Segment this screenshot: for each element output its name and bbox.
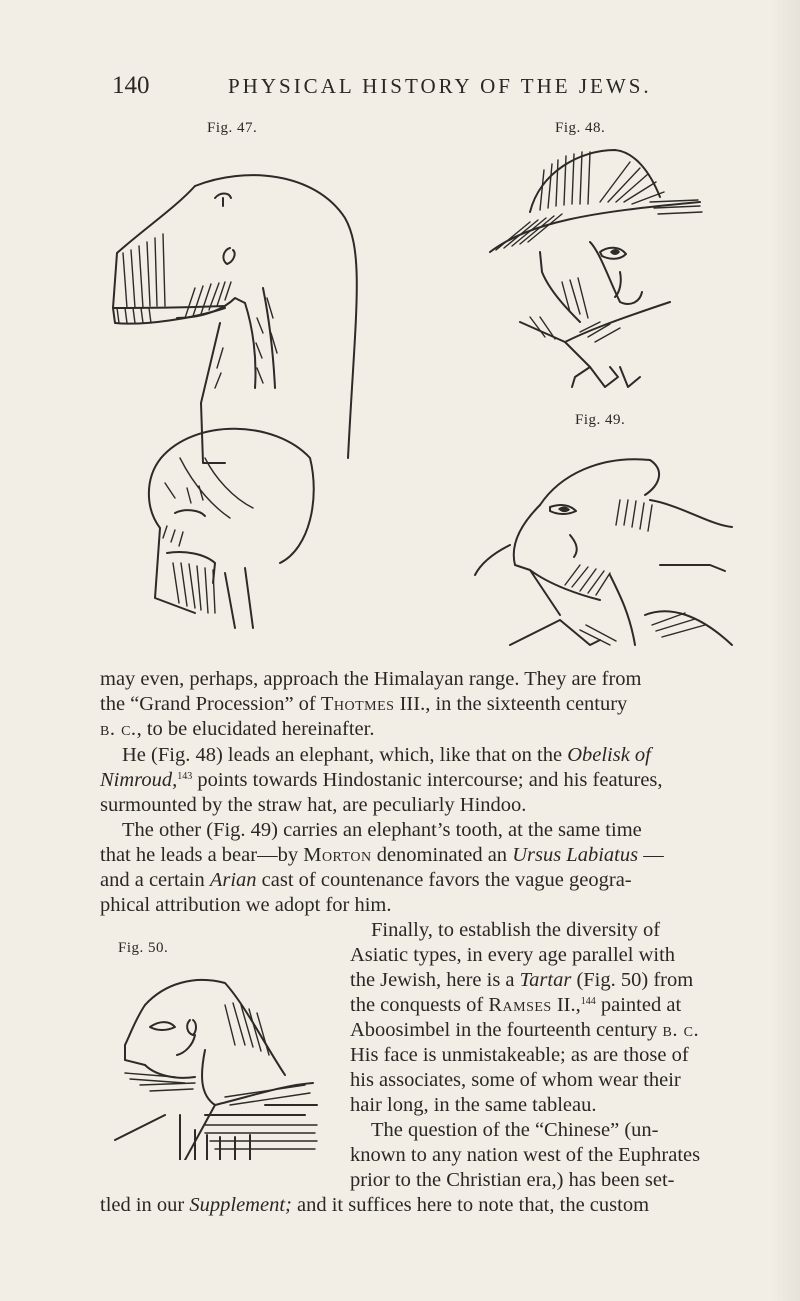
term-arian: Arian [209,869,257,891]
era-abbrev: b. c. [662,1019,700,1041]
figure-47-caption: Fig. 47. [207,120,258,136]
figure-47-illustration [105,158,365,648]
figure-48-illustration [470,142,730,392]
text-span: prior to the Christian era,) has been set- [350,1169,675,1191]
name-thotmes: Thotmes [320,693,395,715]
text-span: and it suffices here to note that, the custom [291,1194,650,1216]
text-span: II., [551,994,581,1016]
figure-49-caption: Fig. 49. [575,412,626,428]
text-span: cast of countenance favors the vague geogra- [256,869,632,891]
text-span: Aboosimbel in the fourteenth century [350,1019,663,1041]
text-line [100,868,632,893]
text-span: and a certain [100,869,210,891]
text-span: may even, perhaps, approach the Himalayan range. They are from [100,668,642,690]
text-line [122,743,651,768]
text-span: — [638,844,664,866]
text-span: known to any nation west of the Euphrates [350,1144,701,1166]
text-span: phical attribution we adopt for him. [100,894,392,916]
text-span: He (Fig. 48) leads an elephant, which, like that on the [122,744,568,766]
text-line [100,793,526,818]
text-line [100,667,642,692]
text-line [100,717,374,742]
name-morton: Morton [303,844,372,866]
text-line [100,893,391,918]
footnote-ref-144: 144 [580,996,596,1007]
running-header [100,72,740,106]
text-span: His face is unmistakeable; as are those of [350,1044,689,1066]
text-span: the “Grand Procession” of [100,693,321,715]
text-line [350,1093,597,1118]
text-span: (Fig. 50) from [571,969,694,991]
text-line [350,1018,699,1043]
text-line [371,1118,658,1143]
text-span: that he leads a bear—by [100,844,304,866]
text-span: hair long, in the same tableau. [350,1094,597,1116]
text-line [371,918,660,943]
text-span: Asiatic types, in every age parallel with [350,944,676,966]
text-span: The other (Fig. 49) carries an elephant’s tooth, at the same time [122,819,642,841]
figure-50-caption: Fig. 50. [118,940,169,956]
species-name: Ursus Labiatus [512,844,639,866]
text-line [350,1143,700,1168]
text-span: III., in the sixteenth century [394,693,628,715]
text-line [350,993,681,1018]
figure-50-illustration [105,965,325,1160]
text-span: the Jewish, here is a [350,969,520,991]
term-tartar: Tartar [519,969,572,991]
text-line [100,843,664,868]
text-line [350,943,675,968]
text-span: surmounted by the straw hat, are peculiarly Hindoo. [100,794,527,816]
text-line [122,818,642,843]
work-title: Nimroud, [100,769,178,791]
text-span: The question of the “Chinese” (un- [371,1119,659,1141]
work-title: Supplement; [189,1194,292,1216]
text-span: the conquests of [350,994,489,1016]
text-span: , to be elucidated hereinafter. [136,718,375,740]
text-span: tled in our [100,1194,190,1216]
text-line [100,768,663,793]
text-span: Finally, to establish the diversity of [371,919,661,941]
figure-49-illustration [470,445,740,655]
figure-48-caption: Fig. 48. [555,120,606,136]
text-span: his associates, some of whom wear their [350,1069,681,1091]
text-line [100,692,627,717]
text-span: points towards Hindostanic intercourse; and his features, [192,769,663,791]
name-ramses: Ramses [488,994,552,1016]
text-line [350,968,693,993]
page-number: 140 [112,72,150,99]
text-line [350,1068,681,1093]
footnote-ref-143: 143 [177,771,193,782]
text-line [350,1043,689,1068]
era-abbrev: b. c. [100,718,137,740]
text-line [350,1168,674,1193]
work-title: Obelisk of [567,744,651,766]
page-edge-shading [770,0,800,1301]
text-span: painted at [595,994,682,1016]
running-title: PHYSICAL HISTORY OF THE JEWS. [228,74,652,98]
text-line [100,1193,649,1218]
text-span: denominated an [371,844,513,866]
